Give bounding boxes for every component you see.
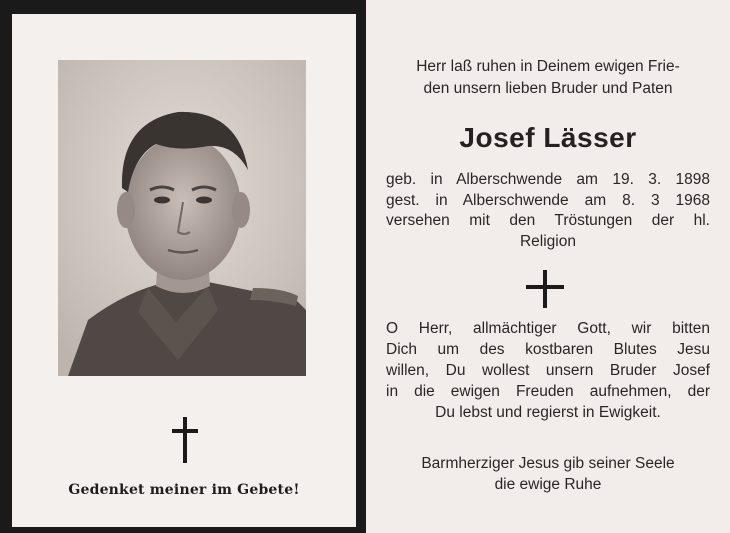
prayer-line: in die ewigen Freuden aufnehmen, der — [386, 383, 710, 400]
birth-line: geb. in Alberschwende am 19. 3. 1898 — [386, 171, 710, 188]
sacraments-line: versehen mit den Tröstungen der hl. — [386, 212, 710, 229]
left-inner-panel — [12, 14, 356, 527]
cross-icon — [170, 415, 200, 465]
portrait-photo — [58, 60, 306, 376]
prayer-line: Du lebst und regierst in Ewigkeit. — [435, 404, 661, 421]
closing-line: Barmherziger Jesus gib seiner Seele — [421, 455, 675, 472]
cross-icon — [526, 270, 564, 308]
intro-line: den unsern lieben Bruder und Paten — [423, 80, 673, 97]
closing-line: die ewige Ruhe — [494, 476, 602, 493]
text-panel — [366, 0, 730, 533]
death-line: gest. in Alberschwende am 8. 3 1968 — [386, 191, 710, 209]
prayer-text — [386, 318, 710, 423]
motto-text: Gedenket meiner im Gebete! — [68, 482, 300, 498]
prayer-line: O Herr, allmächtiger Gott, wir bitten — [386, 320, 710, 337]
religion-line: Religion — [519, 232, 576, 250]
intro-line: Herr laß ruhen in Deinem ewigen Frie- — [416, 58, 680, 75]
portrait-illustration — [58, 60, 306, 376]
closing-text — [386, 453, 710, 495]
dates-text — [386, 170, 710, 252]
intro-text — [386, 56, 710, 100]
prayer-line: Dich um des kostbaren Blutes Jesu — [386, 341, 710, 358]
prayer-line: willen, Du wollest unsern Bruder Josef — [386, 362, 710, 379]
deceased-name: Josef Lässer — [459, 122, 637, 153]
